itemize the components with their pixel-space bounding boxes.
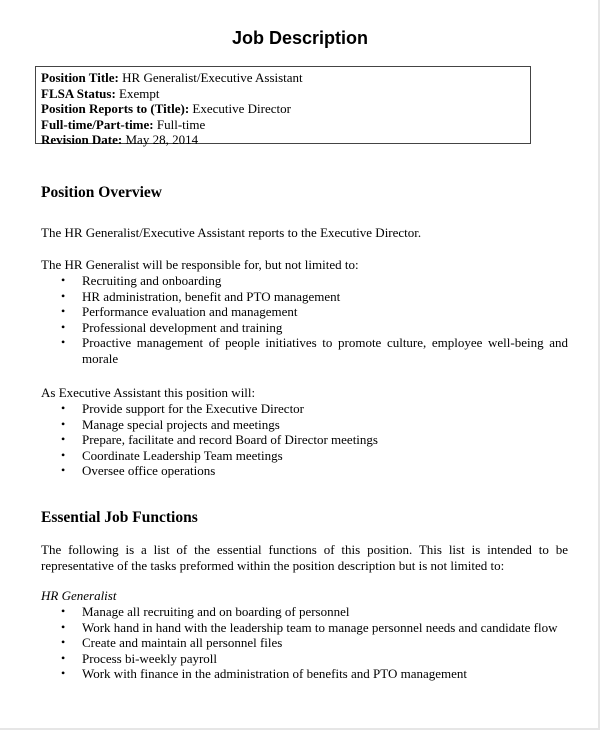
list-item: • Coordinate Leadership Team meetings	[61, 447, 283, 463]
bullet-icon: •	[61, 447, 66, 462]
ea-responsibilities-list	[41, 401, 568, 479]
revision-date-row	[41, 132, 530, 148]
bullet-icon: •	[61, 319, 66, 334]
page-title: Job Description	[231, 28, 369, 48]
position-title-label: Position Title:	[41, 70, 119, 85]
list-item: • HR administration, benefit and PTO management	[61, 288, 341, 304]
position-overview-heading: Position Overview	[41, 184, 162, 201]
bullet-icon: •	[61, 619, 66, 634]
list-item: • Oversee office operations	[61, 463, 216, 478]
essential-functions-heading: Essential Job Functions	[41, 509, 198, 526]
essential-functions-intro: The following is a list of the essential functions of this position. This list is intended to be representative of the tasks preformed within the position description but is not limited to:	[41, 542, 568, 573]
flsa-status-label: FLSA Status:	[41, 85, 116, 101]
bullet-icon: •	[61, 335, 66, 349]
reports-to-value: Executive Director	[192, 101, 291, 116]
bullet-icon: •	[61, 666, 66, 680]
bullet-icon: •	[61, 273, 66, 287]
bullet-icon: •	[61, 288, 66, 303]
list-item: • Proactive management of people initiatives to promote culture, employee well-being and morale	[61, 335, 568, 366]
fulltime-label: Full-time/Part-time:	[41, 116, 154, 132]
list-item: • Provide support for the Executive Director	[61, 401, 305, 416]
reports-to-row	[41, 101, 530, 117]
list-item: • Performance evaluation and management	[61, 304, 298, 319]
list-item: • Recruiting and onboarding	[61, 273, 222, 288]
flsa-status-row	[41, 86, 530, 102]
list-item: • Manage special projects and meetings	[61, 416, 280, 432]
revision-date-value: May 28, 2014	[125, 132, 199, 147]
fulltime-value: Full-time	[156, 116, 206, 132]
bullet-icon: •	[61, 432, 66, 446]
position-info-box	[35, 66, 531, 147]
hr-generalist-functions-list	[41, 604, 568, 682]
list-item: • Professional development and training	[61, 319, 283, 335]
ea-responsibilities-intro: As Executive Assistant this position will:	[41, 385, 256, 400]
list-item: • Manage all recruiting and on boarding of personnel	[61, 604, 350, 619]
position-title-row	[41, 70, 530, 86]
hr-responsibilities-list	[41, 273, 568, 366]
list-item: • Work with finance in the administration of benefits and PTO management	[61, 666, 468, 681]
list-item: • Prepare, facilitate and record Board of Director meetings	[61, 432, 378, 447]
revision-date-label: Revision Date:	[41, 132, 123, 147]
overview-intro: The HR Generalist/Executive Assistant reports to the Executive Director.	[41, 225, 422, 240]
position-title-value: HR Generalist/Executive Assistant	[122, 70, 303, 85]
hr-responsibilities-intro: The HR Generalist will be responsible for, but not limited to:	[41, 257, 359, 272]
bullet-icon: •	[61, 650, 66, 665]
flsa-status-value: Exempt	[119, 85, 160, 101]
bullet-icon: •	[61, 416, 66, 431]
list-item: • Create and maintain all personnel files	[61, 635, 283, 650]
bullet-icon: •	[61, 463, 66, 477]
list-item: • Work hand in hand with the leadership team to manage personnel needs and candidate flow	[61, 619, 558, 635]
reports-to-label: Position Reports to (Title):	[41, 101, 190, 116]
hr-generalist-subheading: HR Generalist	[41, 588, 117, 603]
fulltime-row	[41, 117, 530, 133]
bullet-icon: •	[61, 635, 66, 649]
list-item: • Process bi-weekly payroll	[61, 650, 218, 666]
bullet-icon: •	[61, 604, 66, 618]
bullet-icon: •	[61, 401, 66, 415]
bullet-icon: •	[61, 304, 66, 318]
